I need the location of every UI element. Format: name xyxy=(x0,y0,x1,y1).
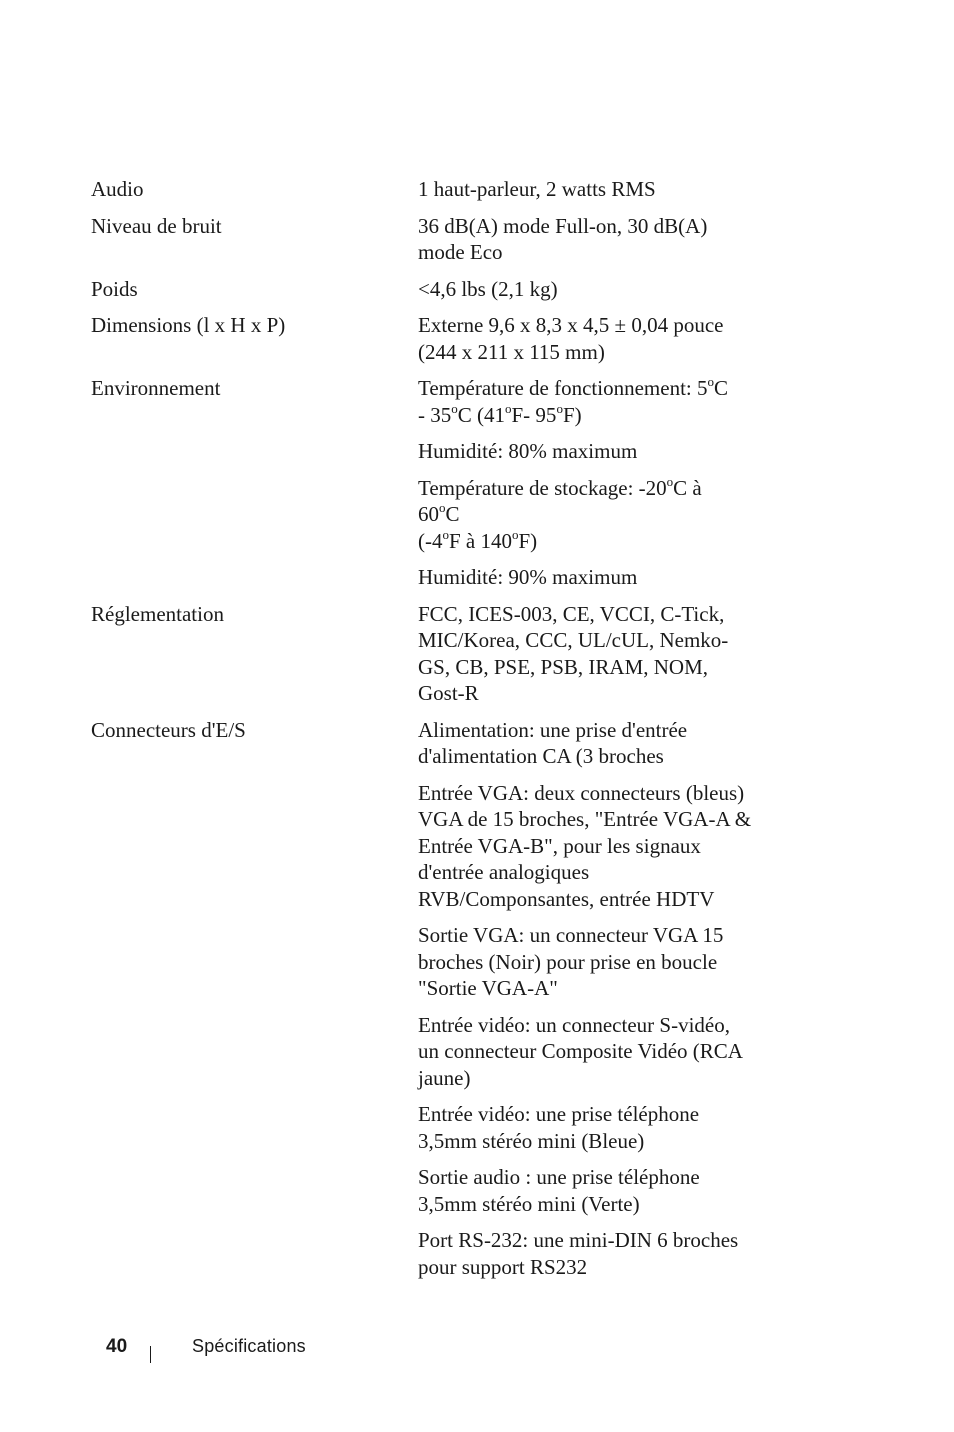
spec-row xyxy=(91,375,791,601)
spec-label: Dimensions (l x H x P) xyxy=(91,313,286,337)
spec-values xyxy=(418,312,791,375)
page-footer xyxy=(106,1336,506,1366)
spec-values xyxy=(418,176,791,213)
spec-value: Sortie VGA: un connecteur VGA 15 broches (Noir) pour prise en boucle "Sortie VGA-A" xyxy=(418,923,724,1000)
spec-value: Entrée vidéo: un connecteur S-vidéo, un connecteur Composite Vidéo (RCA jaune) xyxy=(418,1012,743,1090)
spec-label: Audio xyxy=(91,177,144,201)
spec-values xyxy=(418,717,791,1291)
spec-label: Environnement xyxy=(91,376,221,400)
spec-values xyxy=(418,213,791,276)
spec-table xyxy=(91,176,791,1290)
spec-value: Humidité: 80% maximum xyxy=(418,439,638,463)
spec-value: Externe 9,6 x 8,3 x 4,5 ± 0,04 pouce (244 x 211 x 115 mm) xyxy=(418,313,724,364)
spec-label: Poids xyxy=(91,276,138,301)
page-number: 40 xyxy=(106,1336,128,1357)
spec-value: Température de stockage: -20$^o$C à 60$^o$C (-4$^o$F à 140$^o$F) xyxy=(418,473,702,553)
spec-label: Connecteurs d'E/S xyxy=(91,717,246,742)
section-name: Spécifications xyxy=(192,1336,306,1356)
spec-value: Humidité: 90% maximum xyxy=(418,565,638,589)
footer-separator xyxy=(150,1346,151,1363)
spec-value: Température de fonctionnement: 5$^o$C - 35$^o$C (41$^o$F- 95$^o$F) xyxy=(418,374,729,427)
spec-value: Alimentation: une prise d'entrée d'alimentation CA (3 broches xyxy=(418,717,688,768)
spec-row xyxy=(91,601,791,717)
spec-value: Sortie audio : une prise téléphone 3,5mm stéréo mini (Verte) xyxy=(418,1165,700,1216)
spec-row xyxy=(91,213,791,276)
spec-value: <4,6 lbs (2,1 kg) xyxy=(418,276,558,301)
spec-values xyxy=(418,601,791,717)
spec-row xyxy=(91,176,791,213)
spec-value: 1 haut-parleur, 2 watts RMS xyxy=(418,177,656,201)
spec-value: 36 dB(A) mode Full-on, 30 dB(A) mode Eco xyxy=(418,213,708,264)
spec-value: Port RS-232: une mini-DIN 6 broches pour support RS232 xyxy=(418,1228,739,1279)
spec-values xyxy=(418,375,791,601)
spec-row xyxy=(91,312,791,375)
spec-row xyxy=(91,276,791,313)
spec-value: Entrée vidéo: une prise téléphone 3,5mm stéréo mini (Bleue) xyxy=(418,1102,700,1153)
spec-value: Entrée VGA: deux connecteurs (bleus) VGA de 15 broches, "Entrée VGA-A & Entrée VGA-B", pour les signaux d'entrée analogiques RVB/Componsantes, entrée HDTV xyxy=(418,780,752,911)
spec-values xyxy=(418,276,791,313)
spec-label: Réglementation xyxy=(91,601,224,626)
spec-label: Niveau de bruit xyxy=(91,213,222,238)
spec-value: FCC, ICES-003, CE, VCCI, C-Tick, MIC/Korea, CCC, UL/cUL, Nemko- GS, CB, PSE, PSB, IRAM, NOM, Gost-R xyxy=(418,601,729,705)
spec-row xyxy=(91,717,791,1291)
